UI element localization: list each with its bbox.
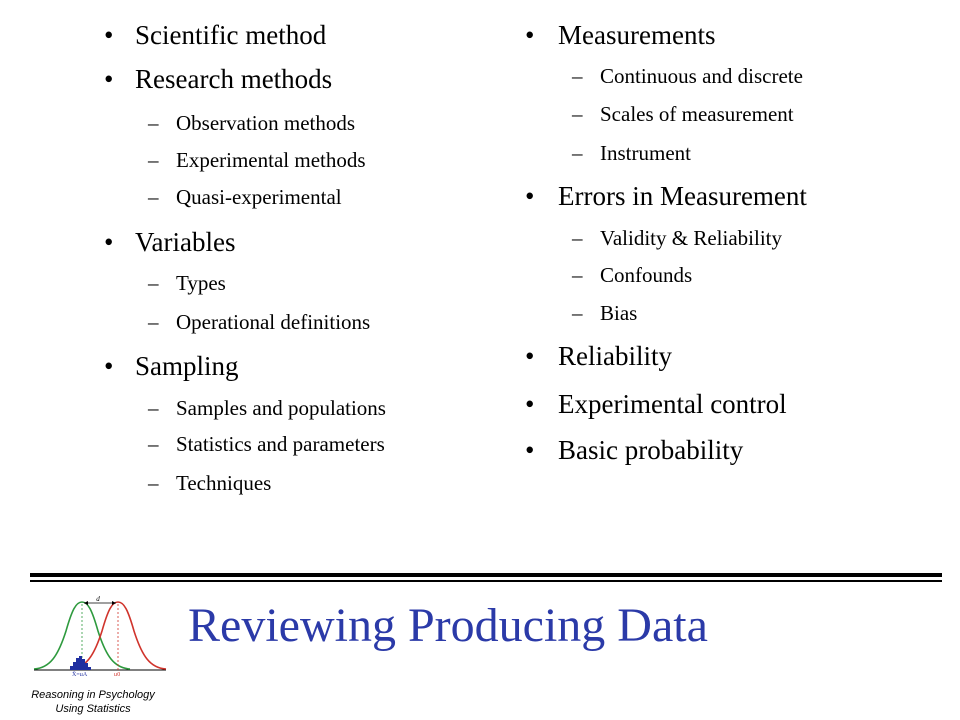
sub-marker: – bbox=[572, 141, 583, 165]
histogram bbox=[70, 656, 91, 670]
logo-caption-line1: Reasoning in Psychology bbox=[31, 689, 155, 701]
bullet-scientific-method: Scientific method bbox=[135, 20, 327, 50]
mu-label: μ0 bbox=[114, 672, 121, 676]
logo-caption-line2: Using Statistics bbox=[55, 703, 131, 715]
sub-marker: – bbox=[572, 301, 583, 325]
divider-thick bbox=[30, 573, 942, 577]
bullet-marker: • bbox=[104, 20, 114, 50]
bullet-reliability: Reliability bbox=[558, 341, 672, 371]
sub-marker: – bbox=[148, 271, 159, 295]
sub-marker: – bbox=[572, 263, 583, 287]
sub-samples-and-populations: Samples and populations bbox=[176, 396, 386, 420]
sub-marker: – bbox=[572, 102, 583, 126]
sub-types: Types bbox=[176, 271, 226, 295]
bullet-errors-in-measurement: Errors in Measurement bbox=[558, 181, 807, 211]
sub-continuous-and-discrete: Continuous and discrete bbox=[600, 64, 803, 88]
sub-marker: – bbox=[572, 64, 583, 88]
sub-experimental-methods: Experimental methods bbox=[176, 148, 366, 172]
sub-marker: – bbox=[572, 226, 583, 250]
sub-bias: Bias bbox=[600, 301, 638, 325]
sub-marker: – bbox=[148, 396, 159, 420]
bullet-marker: • bbox=[104, 227, 114, 257]
sub-scales-of-measurement: Scales of measurement bbox=[600, 102, 794, 126]
d-label: d bbox=[96, 596, 100, 603]
bullet-marker: • bbox=[525, 389, 535, 419]
sub-operational-definitions: Operational definitions bbox=[176, 310, 371, 334]
sub-confounds: Confounds bbox=[600, 263, 693, 287]
bullet-marker: • bbox=[104, 64, 114, 94]
sub-quasi-experimental: Quasi-experimental bbox=[176, 185, 342, 209]
sub-marker: – bbox=[148, 432, 159, 456]
bullet-experimental-control: Experimental control bbox=[558, 389, 787, 419]
bullet-variables: Variables bbox=[135, 227, 236, 257]
sub-statistics-and-parameters: Statistics and parameters bbox=[176, 432, 385, 456]
divider-thin bbox=[30, 580, 942, 582]
sub-marker: – bbox=[148, 185, 159, 209]
sub-observation-methods: Observation methods bbox=[176, 111, 356, 135]
bullet-marker: • bbox=[525, 341, 535, 371]
sub-validity-reliability: Validity & Reliability bbox=[600, 226, 782, 250]
bullet-basic-probability: Basic probability bbox=[558, 435, 744, 465]
sub-marker: – bbox=[148, 310, 159, 334]
bullet-research-methods: Research methods bbox=[135, 64, 333, 94]
bullet-measurements: Measurements bbox=[558, 20, 716, 50]
sub-techniques: Techniques bbox=[176, 471, 272, 495]
bullet-marker: • bbox=[525, 181, 535, 211]
bullet-sampling: Sampling bbox=[135, 351, 239, 381]
sub-marker: – bbox=[148, 471, 159, 495]
sub-marker: – bbox=[148, 148, 159, 172]
bullet-marker: • bbox=[104, 351, 114, 381]
xbar-label: X̄=μA bbox=[72, 672, 88, 676]
bullet-marker: • bbox=[525, 435, 535, 465]
normal-curves-icon bbox=[30, 596, 170, 676]
page-title: Reviewing Producing Data bbox=[188, 599, 708, 652]
sub-instrument: Instrument bbox=[600, 141, 691, 165]
bullet-marker: • bbox=[525, 20, 535, 50]
sub-marker: – bbox=[148, 111, 159, 135]
